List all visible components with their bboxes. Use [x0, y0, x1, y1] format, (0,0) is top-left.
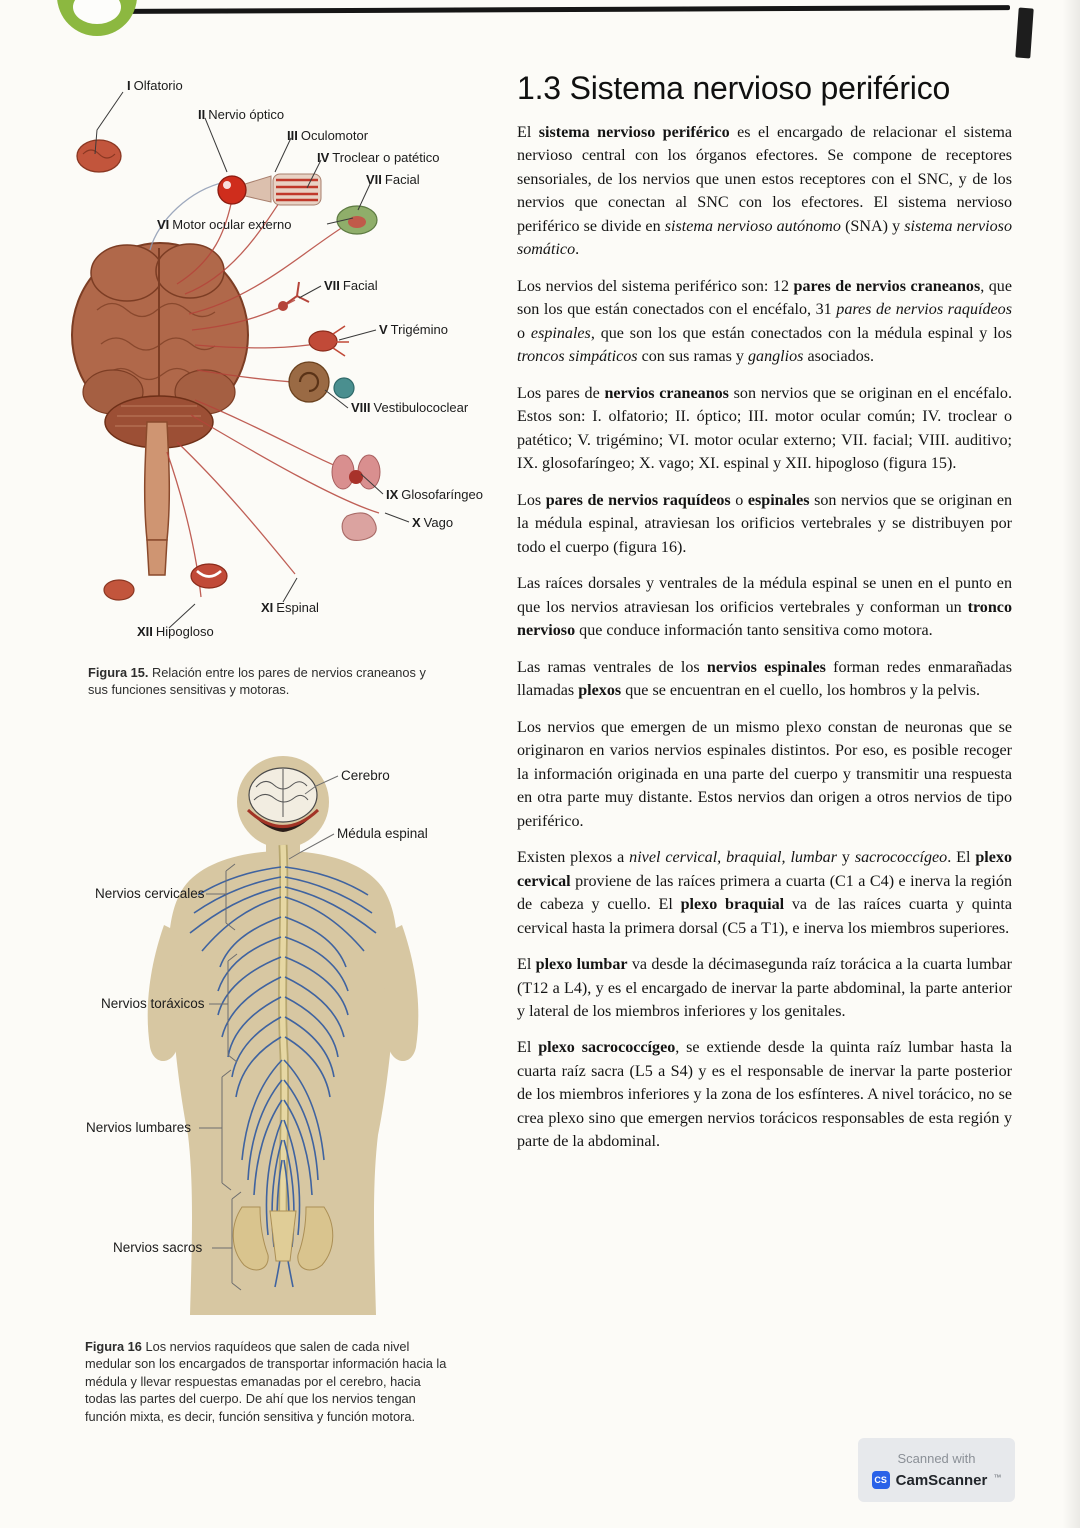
label-ix-glosofaringeo: IX Glosofaríngeo	[386, 487, 483, 502]
label-iv-troclear: IV Troclear o patético	[317, 150, 440, 165]
camscanner-logo-icon: CS	[872, 1471, 890, 1489]
label-medula-espinal: Médula espinal	[337, 826, 428, 841]
label-nervios-sacros: Nervios sacros	[113, 1240, 203, 1255]
trigeminal-icon	[309, 326, 349, 356]
figure-15-caption: Figura 15. Relación entre los pares de nervios craneanos y sus funciones sensitivas y motoras.	[88, 665, 426, 698]
green-circle-logo	[57, 0, 137, 36]
green-circle-logo-inner	[73, 0, 121, 24]
pelvis	[233, 1207, 333, 1270]
paragraph: Los nervios del sistema periférico son: 12 pares de nervios craneanos, que son los que están conectados con el encéfalo, 31 pares de nervios raquídeos o espinales, que son los que están conectados con la médula espinal y los troncos simpáticos con sus ramas y ganglios asociados.	[517, 277, 1012, 366]
heart-lungs-icon	[332, 455, 380, 489]
label-iii-oculomotor: III Oculomotor	[287, 128, 369, 143]
eye-muscles-icon	[273, 174, 321, 205]
facial-nerve-icon	[278, 282, 309, 311]
scanned-with-text: Scanned with	[897, 1451, 976, 1466]
figure-16-caption: Figura 16 Los nervios raquídeos que salen de cada nivel medular son los encargados de transportar información hacia la médula y llevar respuestas emanadas por el cerebro, hacia todas las partes del cuerpo. De ahí que los nervios tengan función mixta, es decir, función sensitiva y función motora.	[85, 1339, 447, 1424]
label-vii-facial-2: VII Facial	[324, 278, 378, 293]
camscanner-brand: CamScanner	[895, 1471, 988, 1489]
cranial-nerves-illustration	[55, 70, 510, 670]
paragraph: Las ramas ventrales de los nervios espinales forman redes enmarañadas llamadas plexos que se encuentran en el cuello, los hombros y la pelvis.	[517, 658, 1012, 700]
camscanner-brand-row	[872, 1471, 1002, 1489]
neck-muscle-icon	[104, 580, 134, 600]
label-x-vago: X Vago	[412, 515, 454, 530]
figure-15	[55, 70, 510, 670]
label-cerebro: Cerebro	[341, 768, 390, 783]
paragraph: Los pares de nervios craneanos son nervios que se originan en el encéfalo. Estos son: I. olfatorio; II. óptico; III. motor ocular común; IV. troclear o patético; V. trigémino; VI. motor ocular externo; VII. facial; VIII. auditivo; IX. glosofaríngeo; X. vago; XI. espinal y XII. hipogloso (figura 15).	[517, 384, 1012, 473]
label-xi-espinal: XI Espinal	[261, 600, 319, 615]
label-ii-nervio-optico: II Nervio óptico	[198, 107, 285, 122]
label-xii-hipogloso: XII Hipogloso	[137, 624, 214, 639]
label-viii-vestibulococlear: VIII Vestibulococlear	[351, 400, 469, 415]
stomach-icon	[342, 513, 376, 541]
eye-icon	[218, 176, 271, 204]
paragraph: El plexo sacrococcígeo, se extiende desde la quinta raíz lumbar hasta la cuarta raíz sacra (L5 a S4) y es el responsable de inervar la parte posterior de los miembros inferiores y la zona de los esfínteres. A nivel torácico, no se crea plexo sino que emergen nervios torácicos responsables de esta región y parte de la abdominal.	[517, 1039, 1012, 1151]
label-v-trigemino: V Trigémino	[379, 322, 448, 337]
paragraph: Los pares de nervios raquídeos o espinales son nervios que se originan en la médula espinal, atraviesan los orificios vertebrales y se distribuyen por todo el cuerpo (figura 16).	[517, 491, 1013, 556]
article-title: 1.3 Sistema nervioso periférico	[517, 70, 951, 106]
paragraph: Los nervios que emergen de un mismo plexo constan de neuronas que se originaron en varios nervios espinales distintos. Por eso, es posible recoger la información originada en una parte del cuerpo y transmitir una respuesta en otra parte muy distante. Estos nervios dan origen a otros nervios de tipo periférico.	[517, 718, 1012, 830]
figure-16	[80, 755, 500, 1335]
olfactory-bulb-icon	[77, 140, 121, 172]
label-vii-facial-1: VII Facial	[366, 172, 420, 187]
mouth-icon	[191, 564, 227, 588]
top-rule	[128, 5, 1010, 14]
label-i-olfatorio: I Olfatorio	[127, 78, 183, 93]
paragraph: El sistema nervioso periférico es el encargado de relacionar el sistema nervioso central con los órganos efectores. Se compone de receptores sensoriales, de los nervios que unen estos receptores con el SNC, y de los nervios que conectan al SNC con los efectores. El sistema nervioso periférico se divide en sistema nervioso autónomo (SNA) y sistema nervioso somático.	[517, 124, 1012, 259]
paragraph: El plexo lumbar va desde la décimasegunda raíz torácica a la cuarta lumbar (T12 a L4), y es el encargado de inervar la parte abdominal, la parte anterior y lateral de los miembros inferiores y los genitales.	[517, 956, 1013, 1020]
camscanner-trademark: ™	[993, 1473, 1002, 1482]
brain-inferior-view	[72, 243, 248, 575]
label-nervios-lumbares: Nervios lumbares	[86, 1120, 192, 1135]
page-corner-mark	[1015, 8, 1033, 59]
paragraph: Existen plexos a nivel cervical, braquial, lumbar y sacrococcígeo. El plexo cervical proviene de las raíces primera a cuarta (C1 a C4) e inerva la región de cabeza y cuello. El plexo braquial va de las raíces cuarta y quinta cervical hasta la primera dorsal (C5 a T1), e inerva los miembros superiores.	[517, 849, 1012, 937]
ear-icon	[289, 362, 354, 402]
article-body	[517, 121, 1012, 1154]
article	[517, 70, 1012, 1167]
label-nervios-cervicales: Nervios cervicales	[95, 886, 205, 901]
label-vi-motor-ocular-externo: VI Motor ocular externo	[157, 217, 292, 232]
camscanner-badge	[858, 1438, 1015, 1502]
label-nervios-toraxicos: Nervios toráxicos	[101, 996, 205, 1011]
paragraph: Las raíces dorsales y ventrales de la médula espinal se unen en el punto en que los nervios atraviesan los orificios vertebrales y conforman un tronco nervioso que conduce información tanto sensitiva como motora.	[517, 575, 1012, 640]
